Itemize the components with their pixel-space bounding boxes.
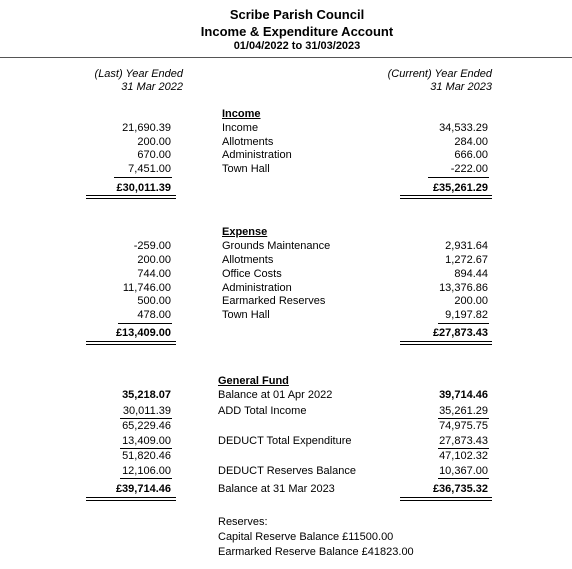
expense-last: -259.00: [133, 240, 171, 252]
report-title: Income & Expenditure Account: [200, 24, 394, 39]
income-last: 21,690.39: [122, 122, 171, 134]
income-current: 666.00: [454, 149, 488, 161]
expense-label: Office Costs: [222, 268, 282, 280]
expense-rule-last: [118, 323, 172, 324]
current-year-date: 31 Mar 2023: [430, 81, 492, 93]
expense-last: 11,746.00: [122, 282, 171, 294]
closing-underline-last-2: [86, 500, 176, 501]
subtotal-2-last: 51,820.46: [122, 450, 171, 462]
gf-rule-1-last: [120, 418, 172, 419]
income-label: Allotments: [222, 136, 274, 148]
council-name: Scribe Parish Council: [229, 7, 365, 22]
last-year-date: 31 Mar 2022: [121, 81, 183, 93]
closing-underline-current-1: [400, 497, 492, 498]
reserves-heading: Reserves:: [218, 516, 268, 528]
income-current: 34,533.29: [439, 122, 488, 134]
expense-current: 2,931.64: [445, 240, 488, 252]
expense-label: Grounds Maintenance: [222, 240, 331, 252]
deduct-reserves-label: DEDUCT Reserves Balance: [218, 465, 356, 477]
subtotal-1-last: 65,229.46: [122, 420, 171, 432]
expense-current: 894.44: [454, 268, 488, 280]
expense-current: 1,272.67: [445, 254, 488, 266]
gf-rule-1-current: [438, 418, 489, 419]
income-label: Income: [222, 122, 259, 134]
gf-rule-2-current: [438, 448, 489, 449]
closing-balance-label: Balance at 31 Mar 2023: [218, 483, 335, 495]
expense-heading: Expense: [222, 226, 268, 238]
expense-total-last: £13,409.00: [115, 327, 171, 339]
expense-last: 478.00: [137, 309, 171, 321]
opening-balance-label: Balance at 01 Apr 2022: [218, 389, 333, 401]
subtotal-2-current: 47,102.32: [439, 450, 488, 462]
closing-underline-current-2: [400, 500, 492, 501]
expense-label: Earmarked Reserves: [222, 295, 326, 307]
subtotal-1-current: 74,975.75: [439, 420, 488, 432]
income-total-underline-last-1: [86, 195, 176, 196]
report-period: 01/04/2022 to 31/03/2023: [233, 40, 361, 52]
top-rule: [0, 57, 572, 58]
expense-rule-current: [438, 323, 489, 324]
add-income-current: 35,261.29: [439, 405, 488, 417]
opening-balance-last: 35,218.07: [122, 389, 171, 401]
expense-current: 200.00: [454, 295, 488, 307]
income-label: Administration: [222, 149, 292, 161]
add-income-last: 30,011.39: [122, 405, 171, 417]
income-current: -222.00: [450, 163, 488, 175]
capital-reserve-line: Capital Reserve Balance £11500.00: [218, 531, 394, 543]
deduct-expenditure-current: 27,873.43: [439, 435, 488, 447]
income-last: 7,451.00: [128, 163, 171, 175]
expense-total-underline-current-2: [400, 344, 492, 345]
deduct-reserves-current: 10,367.00: [439, 465, 488, 477]
closing-balance-current: £36,735.32: [432, 483, 488, 495]
expense-total-underline-last-1: [86, 341, 176, 342]
expense-last: 200.00: [137, 254, 171, 266]
opening-balance-current: 39,714.46: [439, 389, 488, 401]
closing-balance-last: £39,714.46: [115, 483, 171, 495]
current-year-label: (Current) Year Ended: [387, 68, 492, 80]
expense-total-underline-last-2: [86, 344, 176, 345]
expense-current: 9,197.82: [445, 309, 488, 321]
add-income-label: ADD Total Income: [218, 405, 307, 417]
gf-rule-3-current: [438, 478, 489, 479]
deduct-expenditure-label: DEDUCT Total Expenditure: [218, 435, 352, 447]
income-total-underline-last-2: [86, 198, 176, 199]
income-current: 284.00: [454, 136, 488, 148]
income-rule-current: [428, 177, 489, 178]
expense-label: Allotments: [222, 254, 274, 266]
income-last: 200.00: [137, 136, 171, 148]
closing-underline-last-1: [86, 497, 176, 498]
expense-current: 13,376.86: [439, 282, 488, 294]
income-total-underline-current-2: [400, 198, 492, 199]
income-rule-last: [114, 177, 172, 178]
expense-total-underline-current-1: [400, 341, 492, 342]
income-total-underline-current-1: [400, 195, 492, 196]
income-label: Town Hall: [222, 163, 270, 175]
general-fund-heading: General Fund: [218, 375, 289, 387]
gf-rule-3-last: [120, 478, 172, 479]
income-total-current: £35,261.29: [432, 182, 488, 194]
expense-total-current: £27,873.43: [432, 327, 488, 339]
income-total-last: £30,011.39: [116, 182, 171, 194]
income-heading: Income: [222, 108, 261, 120]
income-last: 670.00: [137, 149, 171, 161]
last-year-label: (Last) Year Ended: [94, 68, 183, 80]
expense-label: Town Hall: [222, 309, 270, 321]
earmarked-reserve-line: Earmarked Reserve Balance £41823.00: [218, 546, 414, 558]
deduct-reserves-last: 12,106.00: [122, 465, 171, 477]
deduct-expenditure-last: 13,409.00: [122, 435, 171, 447]
expense-last: 500.00: [137, 295, 171, 307]
expense-label: Administration: [222, 282, 292, 294]
gf-rule-2-last: [120, 448, 172, 449]
expense-last: 744.00: [137, 268, 171, 280]
